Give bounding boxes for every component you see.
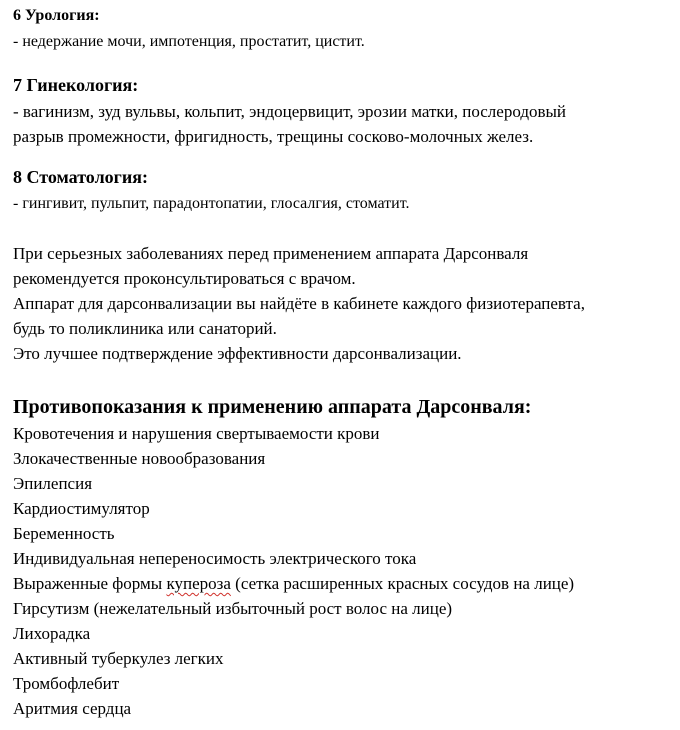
- contraindication-item-2: Злокачественные новообразования: [13, 449, 266, 468]
- contraindication-item-12: Аритмия сердца: [13, 699, 132, 718]
- item-7-prefix: Выраженные формы: [13, 574, 167, 593]
- urology-items: - недержание мочи, импотенция, простатит, цистит.: [13, 33, 365, 50]
- note-line-3: Аппарат для дарсонвализации вы найдёте в кабинете каждого физиотерапевта,: [13, 294, 585, 313]
- contraindication-item-4: Кардиостимулятор: [13, 499, 150, 518]
- dentistry-heading: 8 Стоматология:: [13, 167, 148, 187]
- contraindication-item-7: [13, 574, 574, 594]
- contraindications-heading: Противопоказания к применению аппарата Дарсонваля:: [13, 396, 532, 418]
- contraindication-item-1: Кровотечения и нарушения свертываемости крови: [13, 424, 380, 443]
- note-line-1: При серьезных заболеваниях перед применением аппарата Дарсонваля: [13, 244, 529, 263]
- contraindication-item-11: Тромбофлебит: [13, 674, 120, 693]
- urology-heading: 6 Урология:: [13, 7, 100, 24]
- note-line-2: рекомендуется проконсультироваться с врачом.: [13, 269, 356, 288]
- gynecology-heading: 7 Гинекология:: [13, 75, 139, 95]
- gynecology-items-line-1: - вагинизм, зуд вульвы, кольпит, эндоцервицит, эрозии матки, послеродовый: [13, 102, 567, 121]
- gynecology-items-line-2: разрыв промежности, фригидность, трещины сосково-молочных желез.: [13, 127, 534, 146]
- contraindication-item-8: Гирсутизм (нежелательный избыточный рост волос на лице): [13, 599, 453, 618]
- contraindication-item-3: Эпилепсия: [13, 474, 93, 493]
- dentistry-items: - гингивит, пульпит, парадонтопатии, глосалгия, стоматит.: [13, 195, 410, 212]
- contraindication-item-9: Лихорадка: [13, 624, 91, 643]
- spellcheck-underlined-word: купероза: [166, 574, 231, 593]
- note-line-4: будь то поликлиника или санаторий.: [13, 319, 277, 338]
- contraindication-item-6: Индивидуальная непереносимость электрического тока: [13, 549, 417, 568]
- note-line-5: Это лучшее подтверждение эффективности дарсонвализации.: [13, 344, 462, 363]
- item-7-suffix: (сетка расширенных красных сосудов на лице): [230, 574, 575, 593]
- contraindication-item-5: Беременность: [13, 524, 115, 543]
- contraindication-item-10: Активный туберкулез легких: [13, 649, 224, 668]
